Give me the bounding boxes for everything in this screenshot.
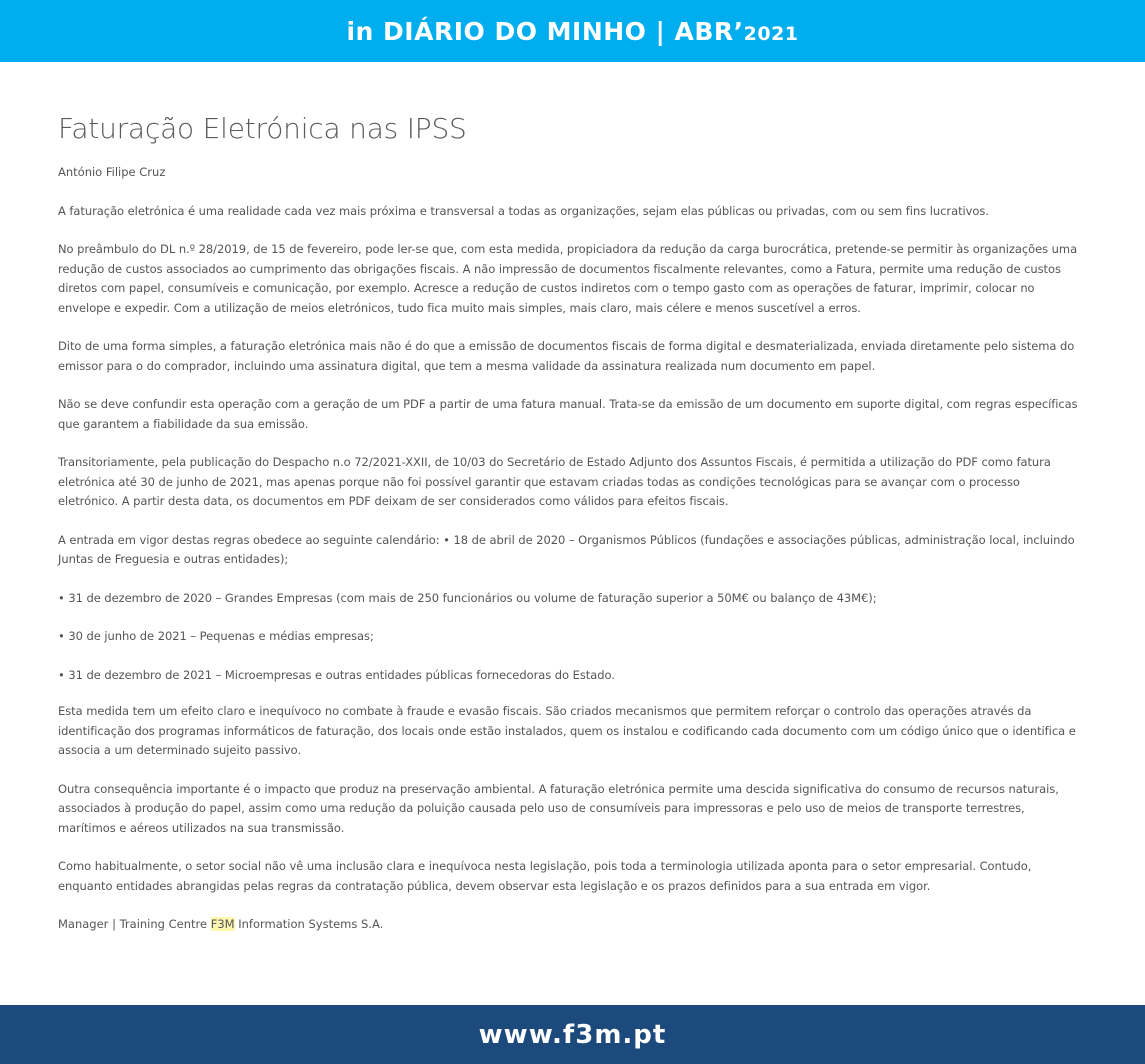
article-paragraph: Outra consequência importante é o impacto que produz na preservação ambiental. A faturação eletrónica permite uma descida significativa do consumo de recursos naturais, associados à produção do papel, assim como uma redução da poluição causada pelo uso de consumíveis para impressoras e pelo uso de meios de transporte terrestres, marítimos e aéreos utilizados na sua transmissão. [58,781,1059,835]
calendar-item: • 30 de junho de 2021 – Pequenas e médias empresas; [58,629,374,643]
author-signature: Manager | Training Centre F3M Information Systems S.A. [58,917,384,931]
footer-banner [0,1005,1145,1064]
article-title: Faturação Eletrónica nas IPSS [58,112,467,145]
article-paragraph: Como habitualmente, o setor social não vê uma inclusão clara e inequívoca nesta legislação, pois toda a terminologia utilizada aponta para o setor empresarial. Contudo, enquanto entidades abrangidas pelas regras da contratação pública, devem observar esta legislação e os prazos definidos para a sua entrada em vigor. [58,859,1032,893]
article-paragraph: Transitoriamente, pela publicação do Despacho n.o 72/2021-XXII, de 10/03 do Secretário de Estado Adjunto dos Assuntos Fiscais, é permitida a utilização do PDF como fatura eletrónica até 30 de junho de 2021, mas apenas porque não foi possível garantir que estavam criadas todas as condições tecnológicas para se avançar com o processo eletrónico. A partir desta data, os documentos em PDF deixam de ser considerados como válidos para efeitos fiscais. [58,455,1051,508]
article-paragraph: Esta medida tem um efeito claro e inequívoco no combate à fraude e evasão fiscais. São criados mecanismos que permitem reforçar o controlo das operações através da identificação dos programas informáticos de faturação, dos locais onde estão instalados, quem os instalou e codificando cada documento com um código único que o identifica e associa a um determinado sujeito passivo. [58,704,1076,757]
publication-year: 2021 [743,22,799,45]
calendar-item: • 31 de dezembro de 2021 – Microempresas e outras entidades públicas fornecedoras do Estado. [58,667,615,682]
article-paragraph: A faturação eletrónica é uma realidade cada vez mais próxima e transversal a todas as organizações, sejam elas públicas ou privadas, com ou sem fins lucrativos. [58,203,989,218]
website-url[interactable]: www.f3m.pt [478,1019,667,1050]
article-paragraph: A entrada em vigor destas regras obedece ao seguinte calendário: • 18 de abril de 2020 – Organismos Públicos (fundações e associações públicas, administração local, incluindo Juntas de Freguesia e outras entidades); [58,532,1075,566]
article [58,108,1083,935]
article-author: António Filipe Cruz [58,165,166,179]
company-highlight: F3M [210,917,235,931]
article-paragraph: Dito de uma forma simples, a faturação eletrónica mais não é do que a emissão de documentos fiscais de forma digital e desmaterializada, enviada diretamente pelo sistema do emissor para o do comprador, incluindo uma assinatura digital, que tem a mesma validade da assinatura realizada num documento em papel. [58,339,1075,373]
publication-title: in DIÁRIO DO MINHO | ABR’2021 [346,16,799,46]
calendar-item: • 31 de dezembro de 2020 – Grandes Empresas (com mais de 250 funcionários ou volume de faturação superior a 50M€ ou balanço de 43M€); [58,590,877,605]
article-paragraph: No preâmbulo do DL n.º 28/2019, de 15 de fevereiro, pode ler-se que, com esta medida, propiciadora da redução da carga burocrática, pretende-se permitir às organizações uma redução de custos associados ao cumprimento das obrigações fiscais. A não impressão de documentos fiscalmente relevantes, como a Fatura, permite uma redução de custos diretos com papel, consumíveis e comunicação, por exemplo. Acresce a redução de custos indiretos com o tempo gasto com as operações de faturar, imprimir, colocar no envelope e expedir. Com a utilização de meios eletrónicos, tudo fica muito mais simples, mais claro, mais célere e menos suscetível a erros. [58,242,1078,315]
header-banner [0,0,1145,62]
article-paragraph: Não se deve confundir esta operação com a geração de um PDF a partir de uma fatura manual. Trata-se da emissão de um documento em suporte digital, com regras específicas que garantem a fiabilidade da sua emissão. [58,397,1078,431]
